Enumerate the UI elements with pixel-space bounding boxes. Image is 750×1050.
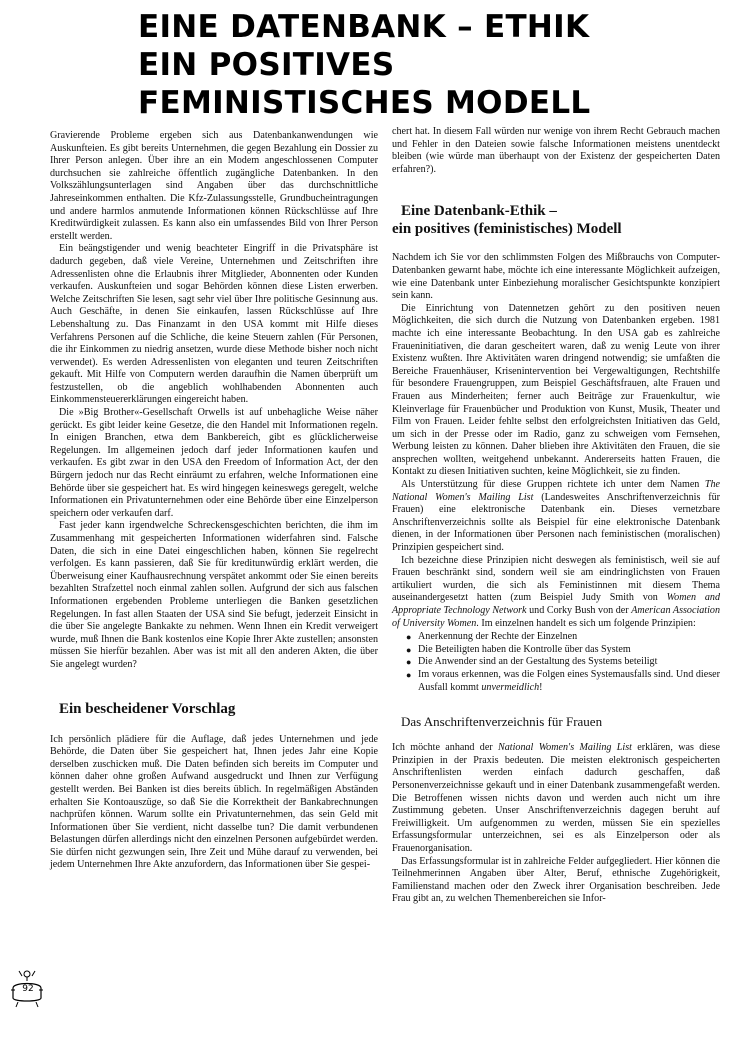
page-number: 92 [22,984,34,994]
paragraph [392,742,720,855]
text-run: Ich möchte anhand der [392,742,499,754]
text-run: ! [539,681,543,693]
paragraph: Die »Big Brother«-Gesellschaft Orwells ist auf unbehagliche Weise näher gerückt. Es gibt leider keine Gesetze, die den Handel mit Informationen regeln. In einigen Branchen, etwa dem Bankbereich, gibt es glücklicherweise Regelungen. Im allgemeinen jedoch darf jeder Informationen kaufen und verkaufen. Es gibt zwar in den USA den Freedom of Information Act, der den Bürgern jedoch nur das Recht einräumt zu erfahren, welche Informationen eine Behörde über sie gespeichert hat. Es wird hingegen keineswegs geregelt, welche Informationen ein Privatunternehmen oder eine Behörde über eine Einzelperson speichern oder verkaufen darf. [50,407,378,519]
text-run: . Im einzelnen handelt es sich um folgende Prinzipien: [476,617,696,629]
paragraph: Das Erfassungsformular ist in zahlreiche Felder aufgegliedert. Hier können die Teilnehmerinnen Angaben über Alter, Beruf, ethnische Zugehörigkeit, Familienstand machen oder den Zweck ihrer Organisation beschreiben. Jede Frau gibt an, zu welchen Themenbereichen sie Infor- [392,855,720,905]
article-title [138,8,738,122]
paragraph [392,555,720,631]
organization-name: Women and Appropriate Technology Network [392,592,720,616]
text-run: (Landesweites Anschriftenverzeichnis für Frauen) eine elektronische Datenbank ein. Dieses vernetzbare Anschriftenverzeichnis sollte als Beispiel für eine elektronische Datenbank dienen, in der Informationen über Personen nach feministischen (moralischen) Prinzipien gespeichert sind. [392,491,721,554]
paragraph: Gravierende Probleme ergeben sich aus Datenbankanwendungen wie Auskunfteien. Es gibt bereits Unternehmen, die gegen Bezahlung ein Dossier zu Ihrer Person anlegen. Über ihre an ein Modem angeschlossenen Computer durchsuchen sie zahlreiche öffentlich zugängliche Datenbanken. In den Volkszählungsunterlagen sind Angaben über das durchschnittliche Jahreseinkommen enthalten. Die Kfz-Zulassungsstelle, Grundbucheintragungen und andere harmlos anmutende Informationen können Rückschlüsse auf Ihre Kreditwürdigkeit zulassen. Es kann also ein umfassendes Bild von Ihrer Person erstellt werden. [50,130,378,242]
section-heading-proposal: Ein bescheidener Vorschlag [59,700,236,717]
list-item [406,669,720,694]
heading-line: ein positives (feministisches) Modell [392,221,622,238]
organization-name: American Association of University Women [392,605,721,629]
text-run: und Corky Bush von der [526,605,632,616]
section-heading-ethics [392,202,720,238]
paragraph: Fast jeder kann irgendwelche Schreckensgeschichten berichten, die ihm im Zusammenhang mit gespeicherten Informationen widerfahren sind. Falsche Daten, die sich in eine Datei eingeschlichen haben, können Sie regelrecht verfolgen. Es kann passieren, daß Sie für kreditunwürdig erklärt werden, die Überweisung einer Kaufhausrechnung verspätet ankommt oder Sie einen bereits bezahlten Strafzettel noch einmal zahlen sollen. Aufgrund der sich aus falschen Informationen ergebenden Probleme unterliegen die Banken gesetzlichen Regelungen. In fast allen Staaten der USA sind Sie befugt, jederzeit Einsicht in die über Sie angelegte Bankakte zu nehmen. Wenn Ihnen ein Kredit verweigert wurde, muß Ihnen die Bank kostenlos eine Kopie Ihrer Akte zustellen; ansonsten müssen Sie hierfür bezahlen. Aber was ist mit all den anderen Akten, die über Sie angelegt wurden? [50,520,378,670]
paragraph: Ein beängstigender und wenig beachteter Eingriff in die Privatsphäre ist dadurch gegeben, daß viele Vereine, Unternehmen und Zeitschriften ihre Adressenlisten ohne die Erlaubnis ihrer Mitglieder, Abonnenten oder Kunden verkaufen. Auskunfteien und sogar Behörden können diese Listen erwerben. Welche Zeitschriften Sie lesen, sagt sehr viel über Ihre politische Gesinnung aus. Auch Geschäfte, in denen Sie einkaufen, lassen Rückschlüsse auf Ihre Lebenshaltung zu. Das Finanzamt in den USA kommt mit Hilfe dieses Verfahrens Personen auf die Schliche, die keine Steuern zahlen (Für Personen, die ihr Einkommen zu niedrig ansetzen, wurde diese Methode bisher noch nicht verwendet). Es werden Adressenlisten von eleganten und teuren Zeitschriften gekauft. Mit Hilfe von Computern werden daraufhin die Namen überprüft um festzustellen, ob die angeblich wohlhabenden Abonnenten auch Einkommensteuererklärungen eingereicht haben. [50,243,378,406]
heading-line: Eine Datenbank-Ethik – [401,203,557,220]
right-column [392,126,720,906]
paragraph: Ich persönlich plädiere für die Auflage, daß jedes Unternehmen und jede Behörde, die Daten über Sie gespeichert hat, Ihnen jedes Jahr eine Kopie derselben zuschicken muß. Die Daten befinden sich bereits im Computer und können daher ohne großen Aufwand ausgedruckt und Ihnen zur Verfügung gestellt werden. Bei Banken ist dies bereits üblich. In regelmäßigen Abständen erhalten Sie Kontoauszüge, so daß Sie die Korrektheit der Bankabrechnungen nachprüfen können. Warum sollte ein Privatunternehmen, das sein Geld mit Informationen über Sie verdient, nicht dasselbe tun? Die damit verbundenen Belastungen dürfen allerdings nicht den einzelnen Personen aufgebürdet werden. Sie dürfen nicht gezwungen sein, Ihre Zeit und Mühe darauf zu verwenden, bei jedem Unternehmen Ihre Akte anzufordern, das Informationen über Sie gespei- [50,733,378,871]
title-line-1: EINE DATENBANK – ETHIK [138,9,590,45]
list-item: ● Die Anwender sind an der Gestaltung des Systems beteiligt [406,656,720,669]
title-line-2: EIN POSITIVES [138,47,395,83]
title-line-3: FEMINISTISCHES MODELL [138,85,591,121]
list-name: The National Women's Mailing List [392,479,720,503]
text-run: Im voraus erkennen, was die Folgen eines Systemausfalls sind. Und dieser Ausfall kommt [418,668,720,693]
page-number-badge [10,968,44,1008]
subheading-mailing-list: Das Anschriftenverzeichnis für Frauen [401,714,603,730]
text-run: erklären, was diese Prinzipien in der Praxis bedeuten. Die meisten elektronisch gespeicherten Anschriftenlisten werden einfach dadurch geschaffen, daß Personenverzeichnisse gekauft und in einer Datenbank zusammengefaßt werden. Die Betroffenen wissen nichts davon und werden auch nicht um ihre Zustimmung gebeten. Unser Anschriftenverzeichnis dagegen beruht auf Freiwilligkeit. Um aufgenommen zu werden, müssen Sie ein spezielles Erfassungsformular unterzeichnen, sei es als Einzelperson oder als Frauenorganisation. [392,742,720,854]
emphasis: unvermeidlich [481,681,540,693]
list-item: ● Anerkennung der Rechte der Einzelnen [406,631,720,644]
list-name: National Women's Mailing List [498,742,632,754]
paragraph: Nachdem ich Sie vor den schlimmsten Folgen des Mißbrauchs von Computer-Datenbanken gewarnt habe, möchte ich eine interessante Möglichkeit aufzeigen, wie eine Datenbank unter Einbeziehung moralischer Gesichtspunkte konzipiert sein kann. [392,252,720,302]
paragraph: chert hat. In diesem Fall würden nur wenige von ihrem Recht Gebrauch machen und Fehler in den Dateien sowie falsche Informationen meistens unentdeckt bleiben (wie würde man überhaupt von der Existenz der gespeicherten Daten erfahren?). [392,126,720,175]
paragraph [392,479,720,555]
text-run: Ich bezeichne diese Prinzipien nicht deswegen als feministisch, weil sie auf Frauen beschränkt sind, sondern weil sie am eindringlichsten von Frauen artikuliert wurden, die sich als Feministinnen mit diesem Thema auseinandergesetzt hatten (zum Beispiel Judy Smith von [392,554,720,604]
principles-list [392,631,720,694]
left-column [50,130,378,872]
list-item: ● Die Beteiligten haben die Kontrolle über das System [406,644,720,657]
text-run: Als Unterstützung für diese Gruppen richtete ich unter dem Namen [401,479,705,491]
paragraph: Die Einrichtung von Datennetzen gehört zu den positiven neuen Möglichkeiten, die sich durch die Nutzung von Datenbanken ergeben. 1981 machte ich eine interessante Beobachtung. In den USA gab es zahlreiche Fraueninitiativen, die daran gescheitert waren, daß zu wenig Leute von ihrer Existenz wußten. Ihre Aktivitäten waren dringend notwendig; sie umfaßten die Bereiche Frauenhäuser, Krisenintervention bei Vergewaltigungen, Rechtshilfe für besondere Frauengruppen, zum Beispiel Geschäftsfrauen, alte Frauen und Frauen aus Minderheiten; ferner auch Beiträge zur Frauenkultur, wie Kleinverlage für Frauenbücher und Produktion von Kunst, Musik, Theater und Film von Frauen. Leider fehlte selbst den erfolgreichsten Initiativen das Geld, um sich in der Presse oder im Radio, ganz zu schweigen vom Fernsehen, Werbung leisten zu können. Daher blieben ihre Aktivitäten den Frauen, die sie ansprechen wollten, weitgehend unbekannt. Andererseits hatten Frauen, die Kontakt zu diesen Initiativen suchten, keine Möglichkeit, sie zu finden. [392,302,720,478]
